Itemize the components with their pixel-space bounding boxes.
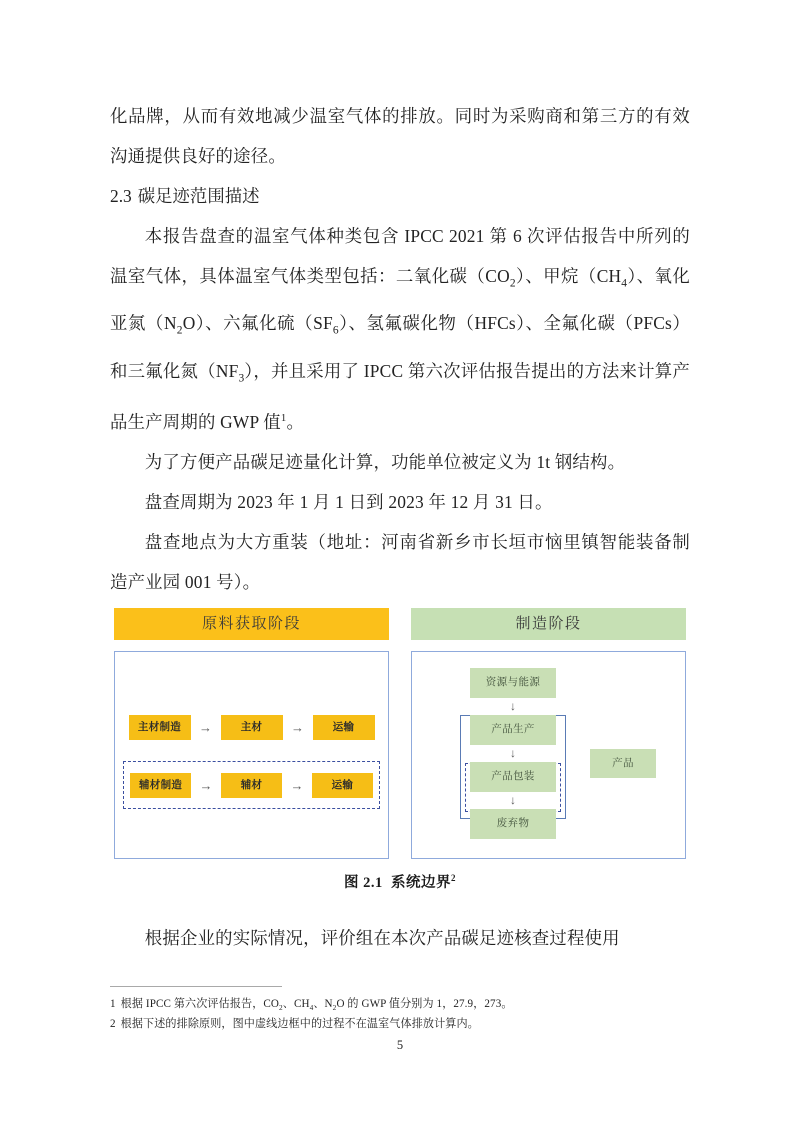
arrow-down-icon: ↓ <box>510 746 516 760</box>
footnote-marker-2: 2 <box>451 873 456 884</box>
footnote-2-text: 根据下述的排除原则，图中虚线边框中的过程不在温室气体排放计算内。 <box>120 1018 479 1031</box>
paragraph-continuation: 化品牌，从而有效地减少温室气体的排放。同时为采购商和第三方的有效沟通提供良好的途径。 <box>110 106 690 166</box>
node-auxiliary-transport: 运输 <box>312 773 373 798</box>
figure-system-boundary <box>114 608 686 892</box>
paragraph-functional-unit: 为了方便产品碳足迹量化计算，功能单位被定义为 1t 钢结构。 <box>144 452 626 473</box>
flow-row-auxiliary-material-excluded <box>123 761 380 809</box>
footnote-co2-subscript: 2 <box>279 1003 283 1013</box>
node-product-production: 产品生产 <box>470 715 556 745</box>
footnote-1-text-3: 、N <box>313 998 333 1010</box>
co2-subscript: 2 <box>509 277 516 290</box>
arrow-right-icon: → <box>290 777 304 793</box>
document-body-lower <box>110 918 690 958</box>
gases-text-3: ）、氧化亚氮（N <box>110 266 691 334</box>
paragraph-inventory-location: 盘查地点为大方重装（地址：河南省新乡市长垣市恼里镇智能装备制造产业园 001 号）。 <box>110 532 690 593</box>
phase-header-raw-material: 原料获取阶段 <box>114 608 389 640</box>
node-main-transport: 运输 <box>313 715 375 740</box>
figure-caption-title: 系统边界 <box>391 875 451 891</box>
footnote-1-text-4: O 的 GWP 值分别为 1，27.9，273。 <box>336 998 513 1010</box>
footnotes-section <box>110 986 690 1032</box>
node-main-material: 主材 <box>221 715 283 740</box>
footnote-1-number: 1 <box>110 998 116 1010</box>
footnote-n2o-subscript: 2 <box>332 1003 337 1013</box>
manufacturing-flow-column <box>470 668 556 839</box>
node-main-material-manufacture: 主材制造 <box>129 715 191 740</box>
phase-columns <box>114 608 686 859</box>
phase-column-raw-material <box>114 608 389 859</box>
node-product: 产品 <box>590 749 656 778</box>
node-resources-energy: 资源与能源 <box>470 668 556 698</box>
page-number: 5 <box>396 1038 404 1052</box>
footnote-2 <box>110 1016 690 1032</box>
arrow-right-icon: → <box>291 719 304 735</box>
raw-material-flow-rows <box>115 714 388 809</box>
node-auxiliary-material-manufacture: 辅材制造 <box>130 773 191 798</box>
ch4-subscript: 4 <box>621 277 628 290</box>
figure-caption <box>114 871 686 892</box>
gases-text-7: 。 <box>286 412 305 433</box>
footnote-1 <box>110 996 690 1016</box>
footnote-2-number: 2 <box>110 1018 116 1031</box>
paragraph-after-figure: 根据企业的实际情况，评价组在本次产品碳足迹核查过程使用 <box>144 928 620 948</box>
arrow-down-icon: ↓ <box>510 699 516 713</box>
figure-caption-number: 图 2.1 <box>344 875 383 891</box>
paragraph-inventory-period: 盘查周期为 2023 年 1 月 1 日到 2023 年 12 月 31 日。 <box>144 492 553 513</box>
node-product-packaging: 产品包装 <box>470 762 556 792</box>
gases-text-1: 本报告盘查的温室气体种类包含 IPCC 2021 第 6 次评估报告中所列的温室气体，具体温室气体类型包括：二氧化碳（CO <box>110 226 690 286</box>
footnote-marker-1: 1 <box>280 412 287 425</box>
phase-header-manufacturing: 制造阶段 <box>411 608 686 640</box>
sf6-subscript: 6 <box>332 324 339 337</box>
footnote-1-text-2: 、CH <box>282 998 310 1010</box>
gases-text-6: ），并且采用了 IPCC 第六次评估报告提出的方法来计算产品生产周期的 GWP 值 <box>110 360 690 433</box>
arrow-right-icon: → <box>199 777 213 793</box>
footnote-separator-rule <box>110 986 282 987</box>
document-body <box>110 96 690 602</box>
gases-text-2: ）、甲烷（CH <box>515 266 622 286</box>
phase-column-manufacturing <box>411 608 686 859</box>
nf3-subscript: 3 <box>238 372 245 385</box>
section-number: 2.3 <box>110 186 132 206</box>
section-title: 碳足迹范围描述 <box>137 186 260 206</box>
node-waste: 废弃物 <box>470 809 556 839</box>
footnote-ch4-subscript: 4 <box>309 1003 314 1013</box>
paragraph-greenhouse-gases <box>110 216 690 442</box>
node-auxiliary-material: 辅材 <box>221 773 282 798</box>
n2o-subscript: 2 <box>176 324 183 337</box>
arrow-down-icon: ↓ <box>510 793 516 807</box>
phase-body-manufacturing <box>411 651 686 859</box>
flow-row-main-material <box>115 714 388 740</box>
section-heading-2-3 <box>110 176 690 216</box>
phase-body-raw-material <box>114 651 389 859</box>
footnote-1-text-1: 根据 IPCC 第六次评估报告，CO <box>120 998 280 1010</box>
arrow-right-icon: → <box>199 719 212 735</box>
gases-text-5: ）、氢氟碳化物（HFCs）、全氟化碳（PFCs）和三氟化氮（NF <box>110 313 691 381</box>
gases-text-4: O）、六氟化硫（SF <box>182 313 333 334</box>
